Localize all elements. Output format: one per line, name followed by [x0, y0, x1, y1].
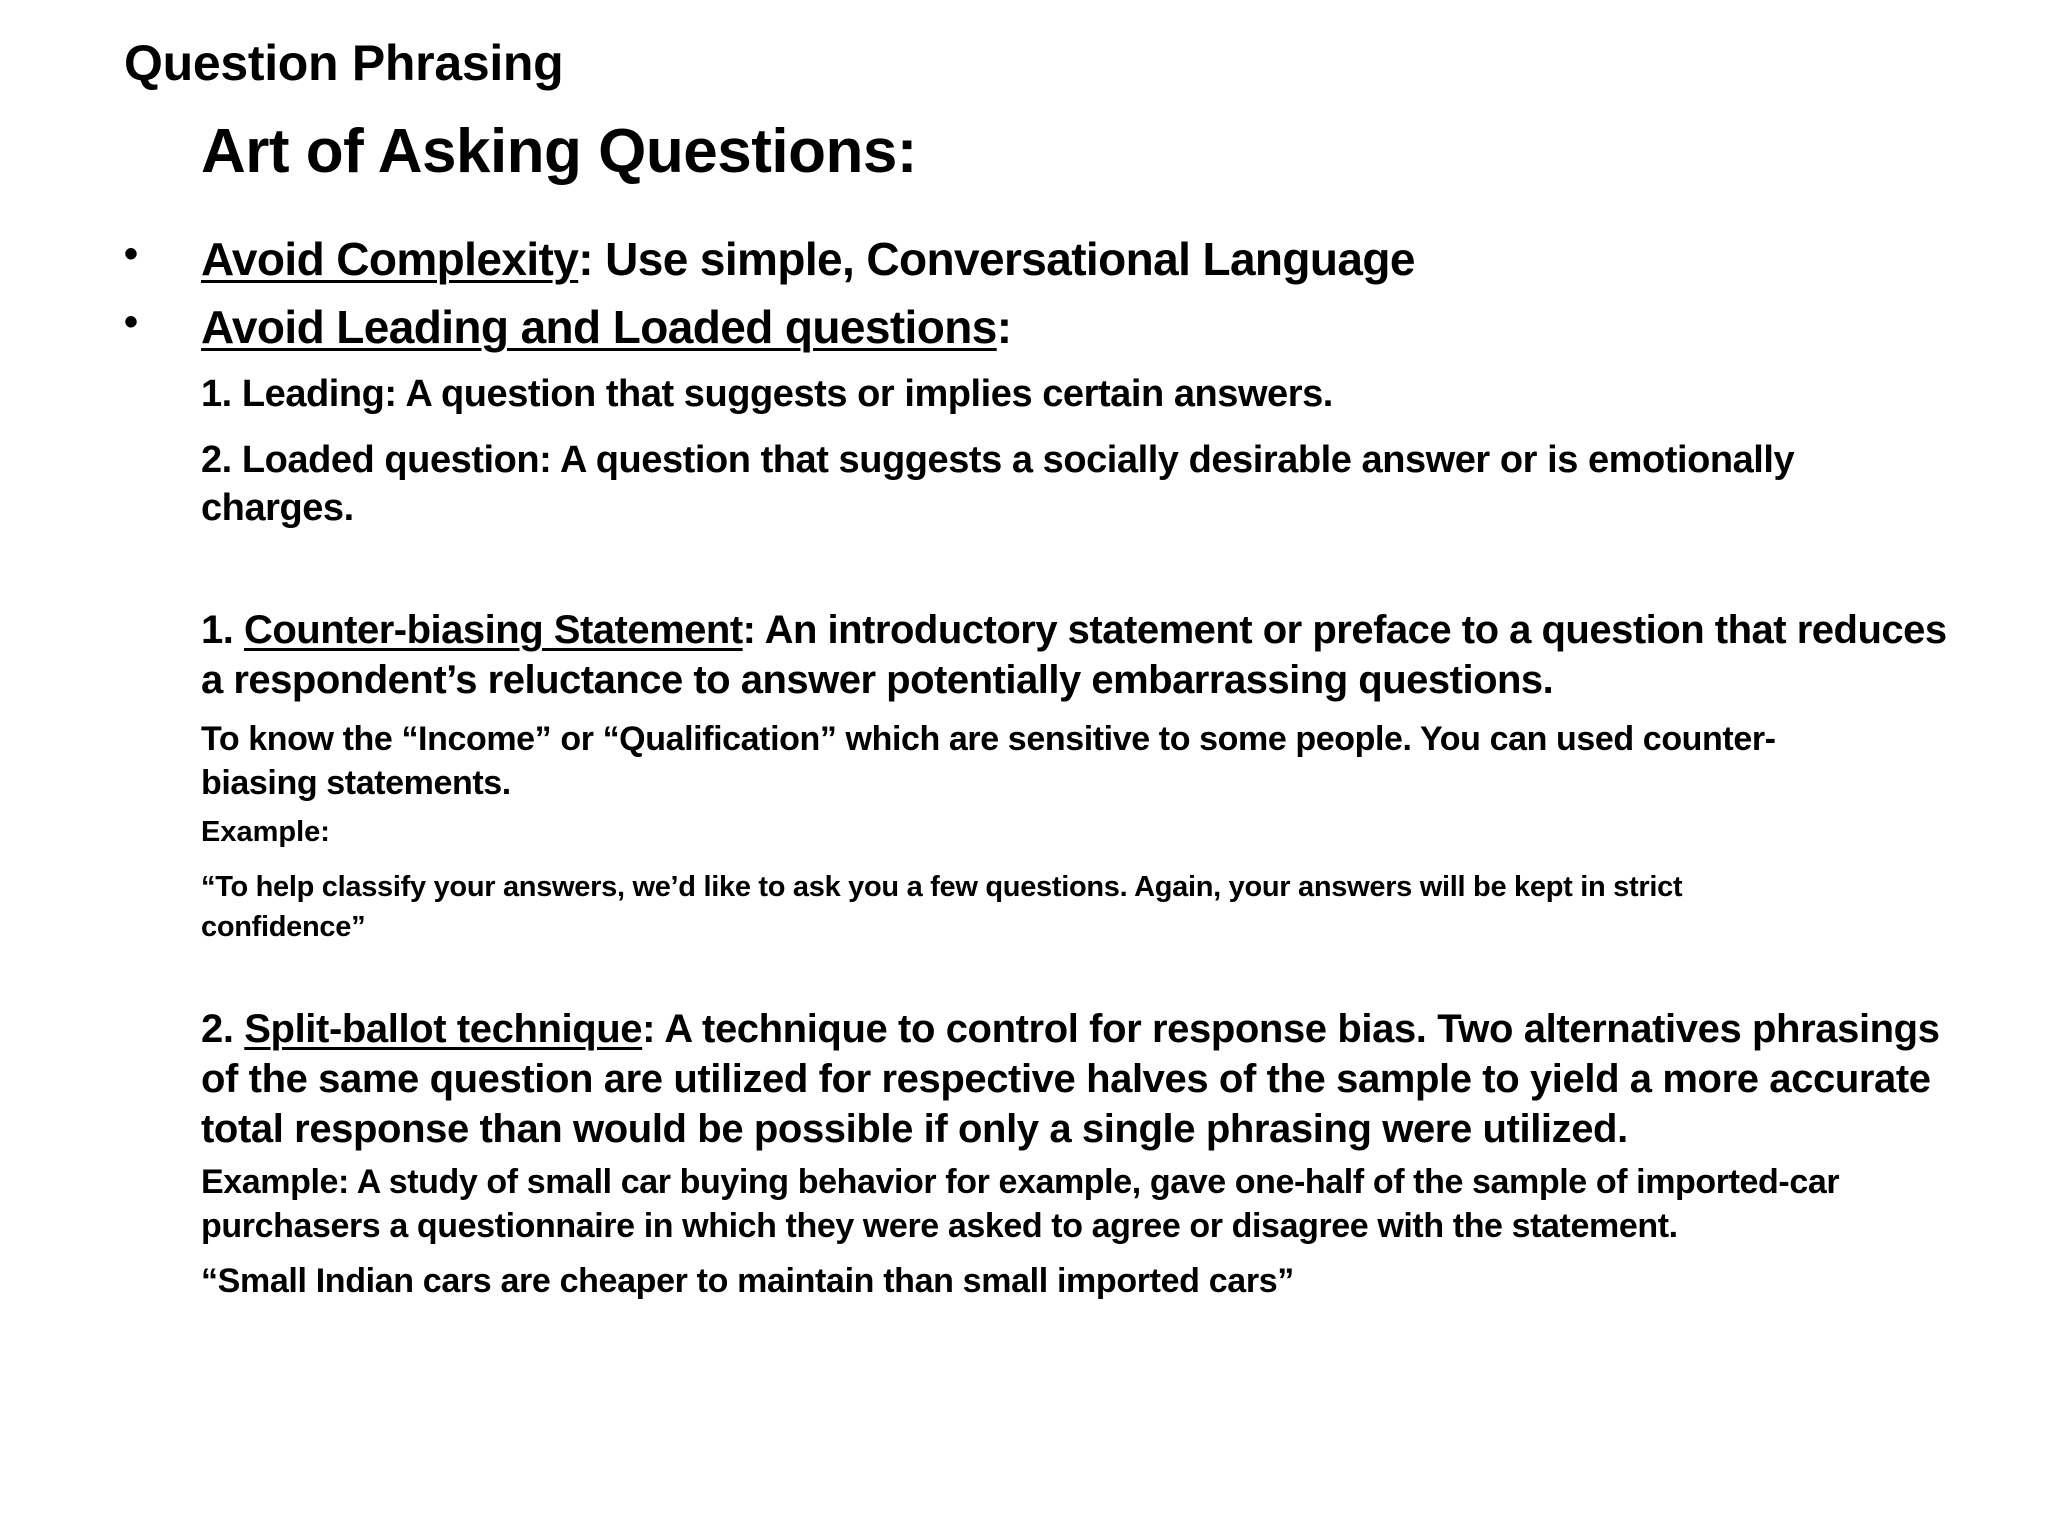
example-label: Example: [201, 816, 330, 848]
sub-item-leading: 1. Leading: A question that suggests or implies certain answers. [201, 373, 1333, 415]
counter-biasing-term: Counter-biasing Statement [243, 608, 743, 652]
split-ballot-text: : A technique to control for response bias. Two alternatives phrasings of the same question are utilized for respective halves of the sample to yield a more accurate total response than would be possible if only a single phrasing were utilized. [201, 1007, 1940, 1151]
bullet-marker: • [124, 232, 139, 276]
counter-biasing-text: : An introductory statement or preface to a question that reduces a respondent’s reluctance to answer potentially embarrassing questions. [201, 608, 1947, 702]
bullet-term: Avoid Leading and Loaded questions [201, 301, 997, 353]
bullet-avoid-complexity [201, 232, 1415, 286]
bullet-rest: : Use simple, Conversational Language [578, 233, 1415, 285]
bullet-term: Avoid Complexity [201, 233, 579, 285]
slide-header: Question Phrasing [124, 35, 564, 91]
counter-biasing-definition [201, 605, 1961, 705]
split-ballot-example: Example: A study of small car buying behavior for example, gave one-half of the sample of imported-car purchasers a questionnaire in which they were asked to agree or disagree with the statement. [201, 1163, 1840, 1245]
counter-biasing-prefix: 1. [201, 608, 244, 652]
counter-biasing-note: To know the “Income” or “Qualification” which are sensitive to some people. You can used counter-biasing statements. [201, 720, 1776, 802]
split-ballot-term: Split-ballot technique [244, 1007, 643, 1051]
slide-title: Art of Asking Questions: [201, 117, 917, 186]
counter-biasing-example-quote: “To help classify your answers, we’d like to ask you a few questions. Again, your answers will be kept in strict confidence” [201, 871, 1683, 943]
split-ballot-quote: “Small Indian cars are cheaper to maintain than small imported cars” [201, 1262, 1294, 1300]
split-ballot-definition [201, 1004, 1961, 1154]
bullet-marker: • [124, 300, 139, 344]
sub-item-loaded: 2. Loaded question: A question that suggests a socially desirable answer or is emotionally charges. [201, 439, 1795, 529]
split-ballot-prefix: 2. [201, 1007, 245, 1051]
bullet-rest: : [996, 301, 1012, 353]
bullet-avoid-leading [201, 300, 1011, 354]
